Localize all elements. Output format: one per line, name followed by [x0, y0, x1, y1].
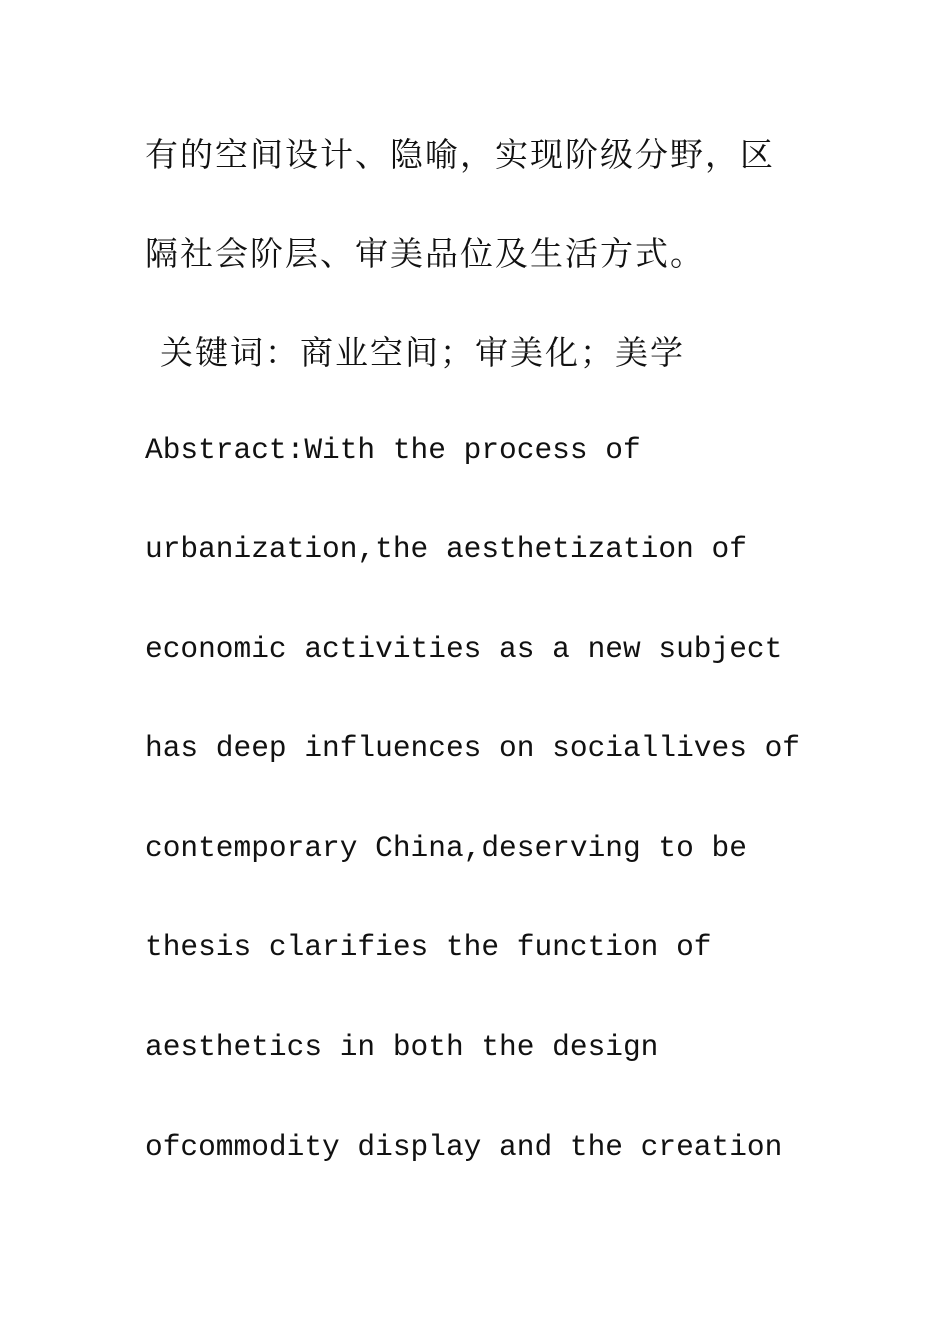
abstract-line: ofcommodity display and the creation: [145, 1130, 783, 1164]
body-text-line: 隔社会阶层、审美品位及生活方式。: [145, 234, 705, 273]
abstract-line: urbanization,the aesthetization of: [145, 532, 747, 566]
keywords-line: 关键词：商业空间；审美化；美学: [160, 333, 685, 372]
abstract-line: thesis clarifies the function of: [145, 930, 712, 964]
body-text-line: 有的空间设计、隐喻，实现阶级分野，区: [145, 135, 775, 174]
abstract-line: has deep influences on sociallives of: [145, 731, 801, 765]
abstract-line: aesthetics in both the design: [145, 1030, 659, 1064]
abstract-line: contemporary China,deserving to be: [145, 831, 747, 865]
abstract-line: Abstract:With the process of: [145, 433, 641, 467]
abstract-line: economic activities as a new subject: [145, 632, 783, 666]
